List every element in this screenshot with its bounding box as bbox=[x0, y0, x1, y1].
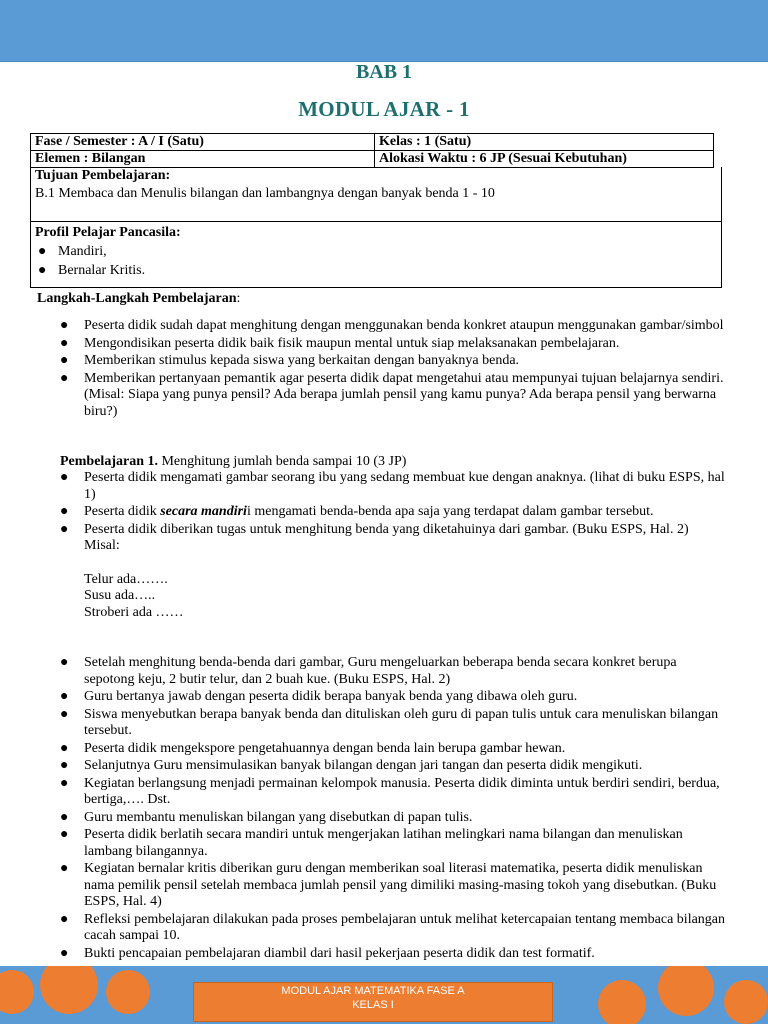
bullet-icon: ● bbox=[60, 758, 69, 773]
bullet-icon: ● bbox=[60, 689, 69, 704]
footer-label-box bbox=[193, 982, 553, 1022]
list-item: ● Bukti pencapaian pembelajaran diambil dari hasil pekerjaan peserta didik dan test formatif. bbox=[60, 945, 595, 961]
fase-semester-cell: Fase / Semester : A / I (Satu) bbox=[31, 134, 375, 151]
bullet-icon: ● bbox=[60, 335, 69, 351]
decor-circle bbox=[40, 966, 98, 1014]
susu-line: Susu ada….. bbox=[84, 588, 156, 603]
list-item: ● Kegiatan berlangsung menjadi permainan kelompok manusia. Peserta didik diminta untuk berdiri sendiri, berdua, bertiga,…. Dst. bbox=[60, 775, 720, 807]
bullet-icon: ● bbox=[60, 911, 69, 927]
list-item: ● Memberikan pertanyaan pemantik agar peserta didik dapat mengetahui atau mempunyai tujuan belajarnya sendiri. (Misal: Siapa yang punya pensil? Ada berapa jumlah pensil yang kamu punya? Ada berapa pensil yang berwarna biru?) bbox=[60, 370, 724, 419]
bullet-icon: ● bbox=[60, 809, 69, 825]
list-item: ● Selanjutnya Guru mensimulasikan banyak bilangan dengan jari tangan dan peserta didik mengikuti. bbox=[60, 758, 643, 773]
bullet-icon: ● bbox=[60, 318, 69, 333]
list-item: ● Memberikan stimulus kepada siswa yang berkaitan dengan banyaknya benda. bbox=[60, 353, 520, 368]
pembelajaran-heading: Pembelajaran 1. Menghitung jumlah benda sampai 10 (3 JP) bbox=[60, 454, 407, 469]
footer-line-2: KELAS I bbox=[352, 999, 394, 1011]
module-title: MODUL AJAR - 1 bbox=[298, 97, 470, 121]
stroberi-line: Stroberi ada …… bbox=[84, 604, 184, 620]
list-item: ● Peserta didik secara mandirii mengamati benda-benda apa saja yang terdapat dalam gambar tersebut. bbox=[60, 504, 654, 519]
pembelajaran-list-1 bbox=[60, 470, 730, 622]
list-item: ● Guru membantu menuliskan bilangan yang disebutkan di papan tulis. bbox=[60, 809, 473, 825]
misal-label: Misal: bbox=[84, 538, 120, 553]
bullet-icon: ● bbox=[60, 740, 69, 756]
list-item: ● Peserta didik diberikan tugas untuk menghitung benda yang diketahuinya dari gambar. (Buku ESPS, Hal. 2) Misal: Telur ada……. Susu ada….. Stroberi ada …… bbox=[60, 522, 730, 622]
list-item: ● Mengondisikan peserta didik baik fisik maupun mental untuk siap melaksanakan pembelajaran. bbox=[60, 335, 620, 351]
kelas-cell: Kelas : 1 (Satu) bbox=[375, 134, 714, 151]
bullet-icon: ● bbox=[60, 706, 69, 722]
decor-circle bbox=[658, 966, 714, 1016]
tujuan-box bbox=[30, 167, 722, 222]
list-item: ● Kegiatan bernalar kritis diberikan guru dengan memberikan soal literasi matematika, peserta didik menuliskan nama pemilik pensil setelah membaca jumlah pensil yang dimiliki masing-masing tokoh yang disebutkan. (Buku ESPS, Hal. 4) bbox=[60, 861, 717, 909]
bullet-icon: ● bbox=[60, 861, 69, 876]
bullet-icon: ● bbox=[60, 504, 69, 519]
langkah-heading: Langkah-Langkah Pembelajaran: bbox=[37, 291, 241, 306]
bullet-icon: ● bbox=[60, 370, 69, 386]
profil-box bbox=[30, 222, 722, 288]
list-item: ● Siswa menyebutkan berapa banyak benda dan dituliskan oleh guru di papan tulis untuk cara menuliskan bilangan tersebut. bbox=[60, 706, 719, 738]
footer-line-1: MODUL AJAR MATEMATIKA FASE A bbox=[281, 985, 465, 997]
tujuan-heading: Tujuan Pembelajaran: bbox=[35, 168, 171, 183]
list-item: ● Peserta didik berlatih secara mandiri untuk mengerjakan latihan melingkari nama bilangan dan menuliskan lambang bilangannya. bbox=[60, 827, 683, 859]
list-item: ● Peserta didik sudah dapat menghitung dengan menggunakan benda konkret ataupun menggunakan gambar/simbol bbox=[60, 318, 724, 333]
tujuan-text: B.1 Membaca dan Menulis bilangan dan lambangnya dengan banyak benda 1 - 10 bbox=[35, 186, 495, 201]
pembelajaran-list-2 bbox=[60, 655, 730, 963]
profil-item: ● Mandiri, bbox=[35, 242, 717, 261]
alokasi-waktu-cell: Alokasi Waktu : 6 JP (Sesuai Kebutuhan) bbox=[375, 151, 714, 168]
elemen-cell: Elemen : Bilangan bbox=[31, 151, 375, 168]
bullet-icon: ● bbox=[60, 521, 69, 537]
header-band bbox=[0, 0, 768, 62]
info-table bbox=[30, 133, 714, 168]
bullet-icon: ● bbox=[60, 655, 69, 670]
bullet-icon: ● bbox=[60, 827, 69, 842]
list-item: ● Peserta didik mengamati gambar seorang ibu yang sedang membuat kue dengan anaknya. (lihat di buku ESPS, hal 1) bbox=[60, 470, 725, 502]
profil-heading: Profil Pelajar Pancasila: bbox=[35, 225, 181, 240]
bullet-icon: ● bbox=[60, 945, 69, 961]
decor-circle bbox=[598, 980, 646, 1024]
bullet-icon: ● bbox=[38, 244, 47, 259]
list-item: ● Setelah menghitung benda-benda dari gambar, Guru mengeluarkan beberapa benda secara konkret berupa sepotong keju, 2 butir telur, dan 2 buah kue. (Buku ESPS, Hal. 2) bbox=[60, 655, 677, 687]
bullet-icon: ● bbox=[38, 263, 47, 278]
bullet-icon: ● bbox=[60, 353, 69, 368]
decor-circle bbox=[0, 970, 34, 1014]
profil-item: ● Bernalar Kritis. bbox=[35, 261, 717, 280]
list-item: ● Peserta didik mengekspore pengetahuannya dengan benda lain berupa gambar hewan. bbox=[60, 740, 566, 756]
chapter-title: BAB 1 bbox=[355, 61, 413, 83]
bullet-icon: ● bbox=[60, 775, 69, 791]
decor-circle bbox=[724, 980, 768, 1024]
bullet-icon: ● bbox=[60, 470, 69, 485]
list-item: ● Refleksi pembelajaran dilakukan pada proses pembelajaran untuk melihat ketercapaian tentang membaca bilangan cacah sampai 10. bbox=[60, 911, 726, 943]
decor-circle bbox=[106, 970, 150, 1014]
telur-line: Telur ada……. bbox=[84, 571, 168, 587]
langkah-list bbox=[60, 318, 730, 421]
list-item: ● Guru bertanya jawab dengan peserta didik berapa banyak benda yang dibawa oleh guru. bbox=[60, 689, 578, 704]
